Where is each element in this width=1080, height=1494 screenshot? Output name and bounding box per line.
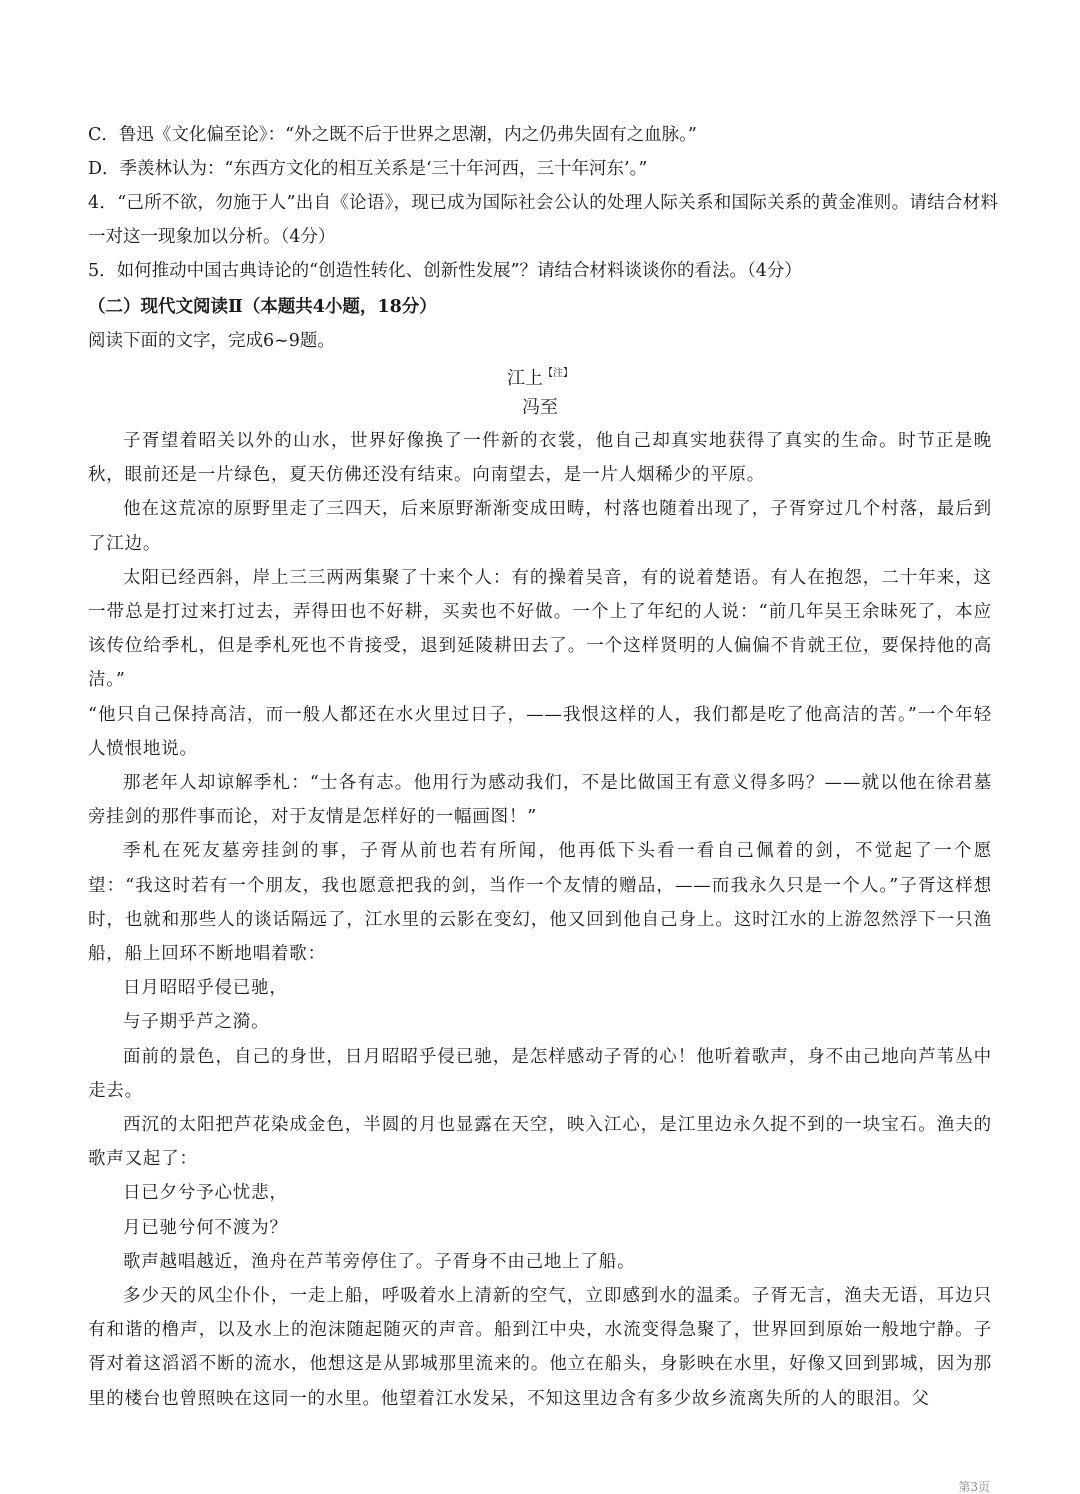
story-paragraph: 他在这荒凉的原野里走了三四天，后来原野渐渐变成田畴，村落也随着出现了，子胥穿过几个村落，最后到了江边。 xyxy=(88,499,992,554)
story-paragraph: 多少天的风尘仆仆，一走上船，呼吸着水上清新的空气，立即感到水的温柔。子胥无言，渔夫无语，耳边只有和谐的橹声，以及水上的泡沫随起随灭的声音。船到江中央，水流变得急聚了，世界回到原始一般地宁静。子胥对着这滔滔不断的流水，他想这是从郢城那里流来的。他立在船头，身影映在水里，好像又回到郢城，因为那里的楼台也曾照映在这同一的水里。他望着江水发呆，不知这里边含有多少故乡流离失所的人的眼泪。父 xyxy=(88,1286,992,1409)
song-line: 与子期乎芦之漪。 xyxy=(123,1012,270,1033)
story-paragraph: 西沉的太阳把芦花染成金色，半圆的月也显露在天空，映入江心，是江里边永久捉不到的一块宝石。渔夫的歌声又起了： xyxy=(88,1115,992,1170)
story-paragraph: 那老年人却谅解季札：“士各有志。他用行为感动我们，不是比做国王有意义得多吗？——就以他在徐君墓旁挂剑的那件事而论，对于友情是怎样好的一幅画图！” xyxy=(88,773,992,828)
song-line: 月已驰兮何不渡为？ xyxy=(123,1217,288,1238)
story-title-text: 江上 xyxy=(507,368,543,389)
story-paragraph: 子胥望着昭关以外的山水，世界好像换了一件新的衣裳，他自己却真实地获得了真实的生命。时节正是晚秋，眼前还是一片绿色，夏天仿佛还没有结束。向南望去，是一片人烟稀少的平原。 xyxy=(88,431,992,486)
question-4: 4．“己所不欲，勿施于人”出自《论语》，现已成为国际社会公认的处理人际关系和国际关系的黄金准则。请结合材料一对这一现象加以分析。（4分） xyxy=(88,193,998,247)
story-paragraph: 太阳已经西斜，岸上三三两两集聚了十来个人：有的操着吴音，有的说着楚语。有人在抱怨，二十年来，这一带总是打过来打过去，弄得田也不好耕，买卖也不好做。一个上了年纪的人说：“前几年吴王余昧死了，本应该传位给季札，但是季札死也不肯接受，退到延陵耕田去了。一个这样贤明的人偏偏不肯就王位，要保持他的高洁。” xyxy=(88,567,992,691)
story-paragraph: “他只自己保持高洁，而一般人都还在水火里过日子，——我恨这样的人，我们都是吃了他高洁的苦。”一个年轻人愤恨地说。 xyxy=(88,704,992,759)
title-note-marker: 【注】 xyxy=(543,368,573,379)
song-line: 日已夕兮予心忧悲， xyxy=(123,1183,288,1204)
story-paragraph: 季札在死友墓旁挂剑的事，子胥从前也若有所闻，他再低下头看一看自己佩着的剑，不觉起了一个愿望：“我这时若有一个朋友，我也愿意把我的剑，当作一个友情的赠品，——而我永久只是一个人。”子胥这样想时，也就和那些人的谈话隔远了，江水里的云影在变幻，他又回到他自己身上。这时江水的上游忽然浮下一只渔船，船上回环不断地唱着歌： xyxy=(88,841,992,965)
question-5: 5．如何推动中国古典诗论的“创造性转化、创新性发展”？请结合材料谈谈你的看法。（4分） xyxy=(88,261,802,281)
story-paragraph: 面前的景色，自己的身世，日月昭昭乎侵已驰，是怎样感动子胥的心！他听着歌声，身不由己地向芦苇丛中走去。 xyxy=(88,1046,992,1101)
song-line: 日月昭昭乎侵已驰， xyxy=(123,978,288,999)
question-block xyxy=(88,118,998,288)
option-c: C．鲁迅《文化偏至论》：“外之既不后于世界之思潮，内之仍弗失固有之血脉。” xyxy=(88,125,697,145)
story-title xyxy=(0,358,1080,395)
page-number: 第3页 xyxy=(958,1480,990,1494)
option-d: D．季羡林认为：“东西方文化的相互关系是‘三十年河西，三十年河东’。” xyxy=(88,159,648,179)
story-author: 冯至 xyxy=(522,397,558,418)
reading-instruction: 阅读下面的文字，完成6~9题。 xyxy=(88,331,335,351)
story-paragraph: 歌声越唱越近，渔舟在芦苇旁停住了。子胥身不由己地上了船。 xyxy=(123,1251,636,1272)
section-heading: （二）现代文阅读Ⅱ（本题共4小题，18分） xyxy=(88,297,437,317)
story-body xyxy=(88,424,992,1416)
